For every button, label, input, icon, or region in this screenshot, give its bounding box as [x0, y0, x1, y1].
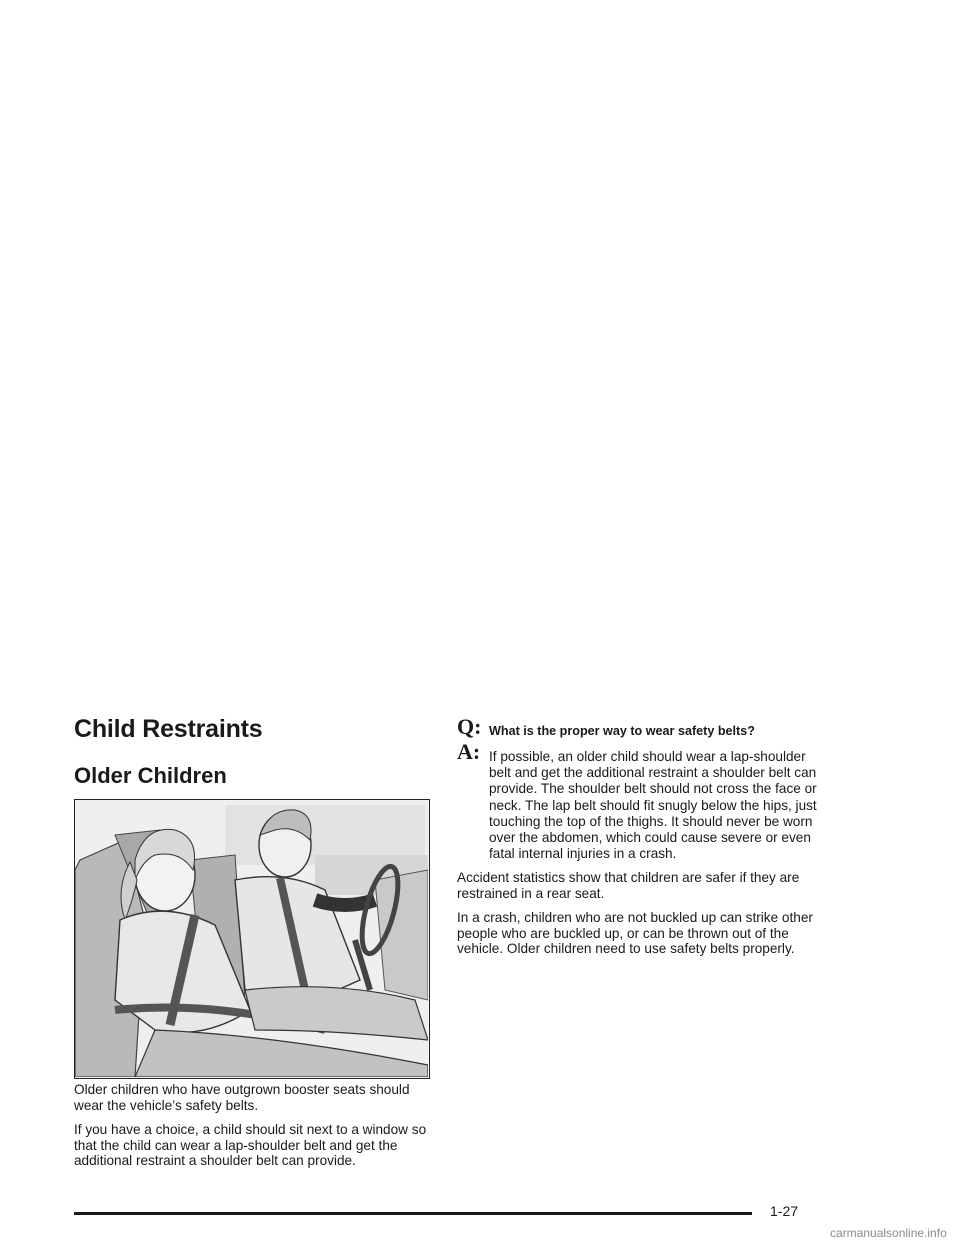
question-block: [457, 714, 817, 739]
question-text: What is the proper way to wear safety belts?: [489, 724, 755, 738]
left-paragraphs: [74, 1082, 436, 1178]
subsection-title: Older Children: [74, 763, 227, 788]
paragraph: In a crash, children who are not buckled up can strike other people who are buckled up, or can be thrown out of the vehicle. Older children need to use safety belts properly.: [457, 910, 813, 957]
right-column: [457, 714, 817, 966]
answer-block: [457, 739, 817, 862]
watermark: carmanualsonline.info: [830, 1226, 947, 1240]
left-column: [74, 712, 436, 1168]
paragraph: Older children who have outgrown booster seats should wear the vehicle’s safety belts.: [74, 1082, 410, 1113]
answer-text: If possible, an older child should wear a lap-shoulder belt and get the additional restraint a shoulder belt can provide. The shoulder belt should not cross the face or neck. The lap belt should fit snugly below the hips, just touching the top of the thighs. It should never be worn over the abdomen, which could cause severe or even fatal internal injuries in a crash.: [489, 749, 817, 862]
illustration-drawing: [75, 800, 428, 1077]
paragraph: If you have a choice, a child should sit next to a window so that the child can wear a lap-shoulder belt and get the additional restraint a shoulder belt can provide.: [74, 1122, 427, 1168]
answer-letter: A:: [457, 739, 481, 764]
right-paragraphs: [457, 870, 817, 957]
paragraph: Accident statistics show that children are safer if they are restrained in a rear seat.: [457, 870, 800, 901]
seatbelt-illustration: [74, 799, 430, 1079]
footer-rule: [74, 1212, 752, 1215]
page-number: 1-27: [770, 1203, 799, 1219]
question-letter: Q:: [457, 714, 482, 739]
section-title: Child Restraints: [74, 715, 263, 743]
